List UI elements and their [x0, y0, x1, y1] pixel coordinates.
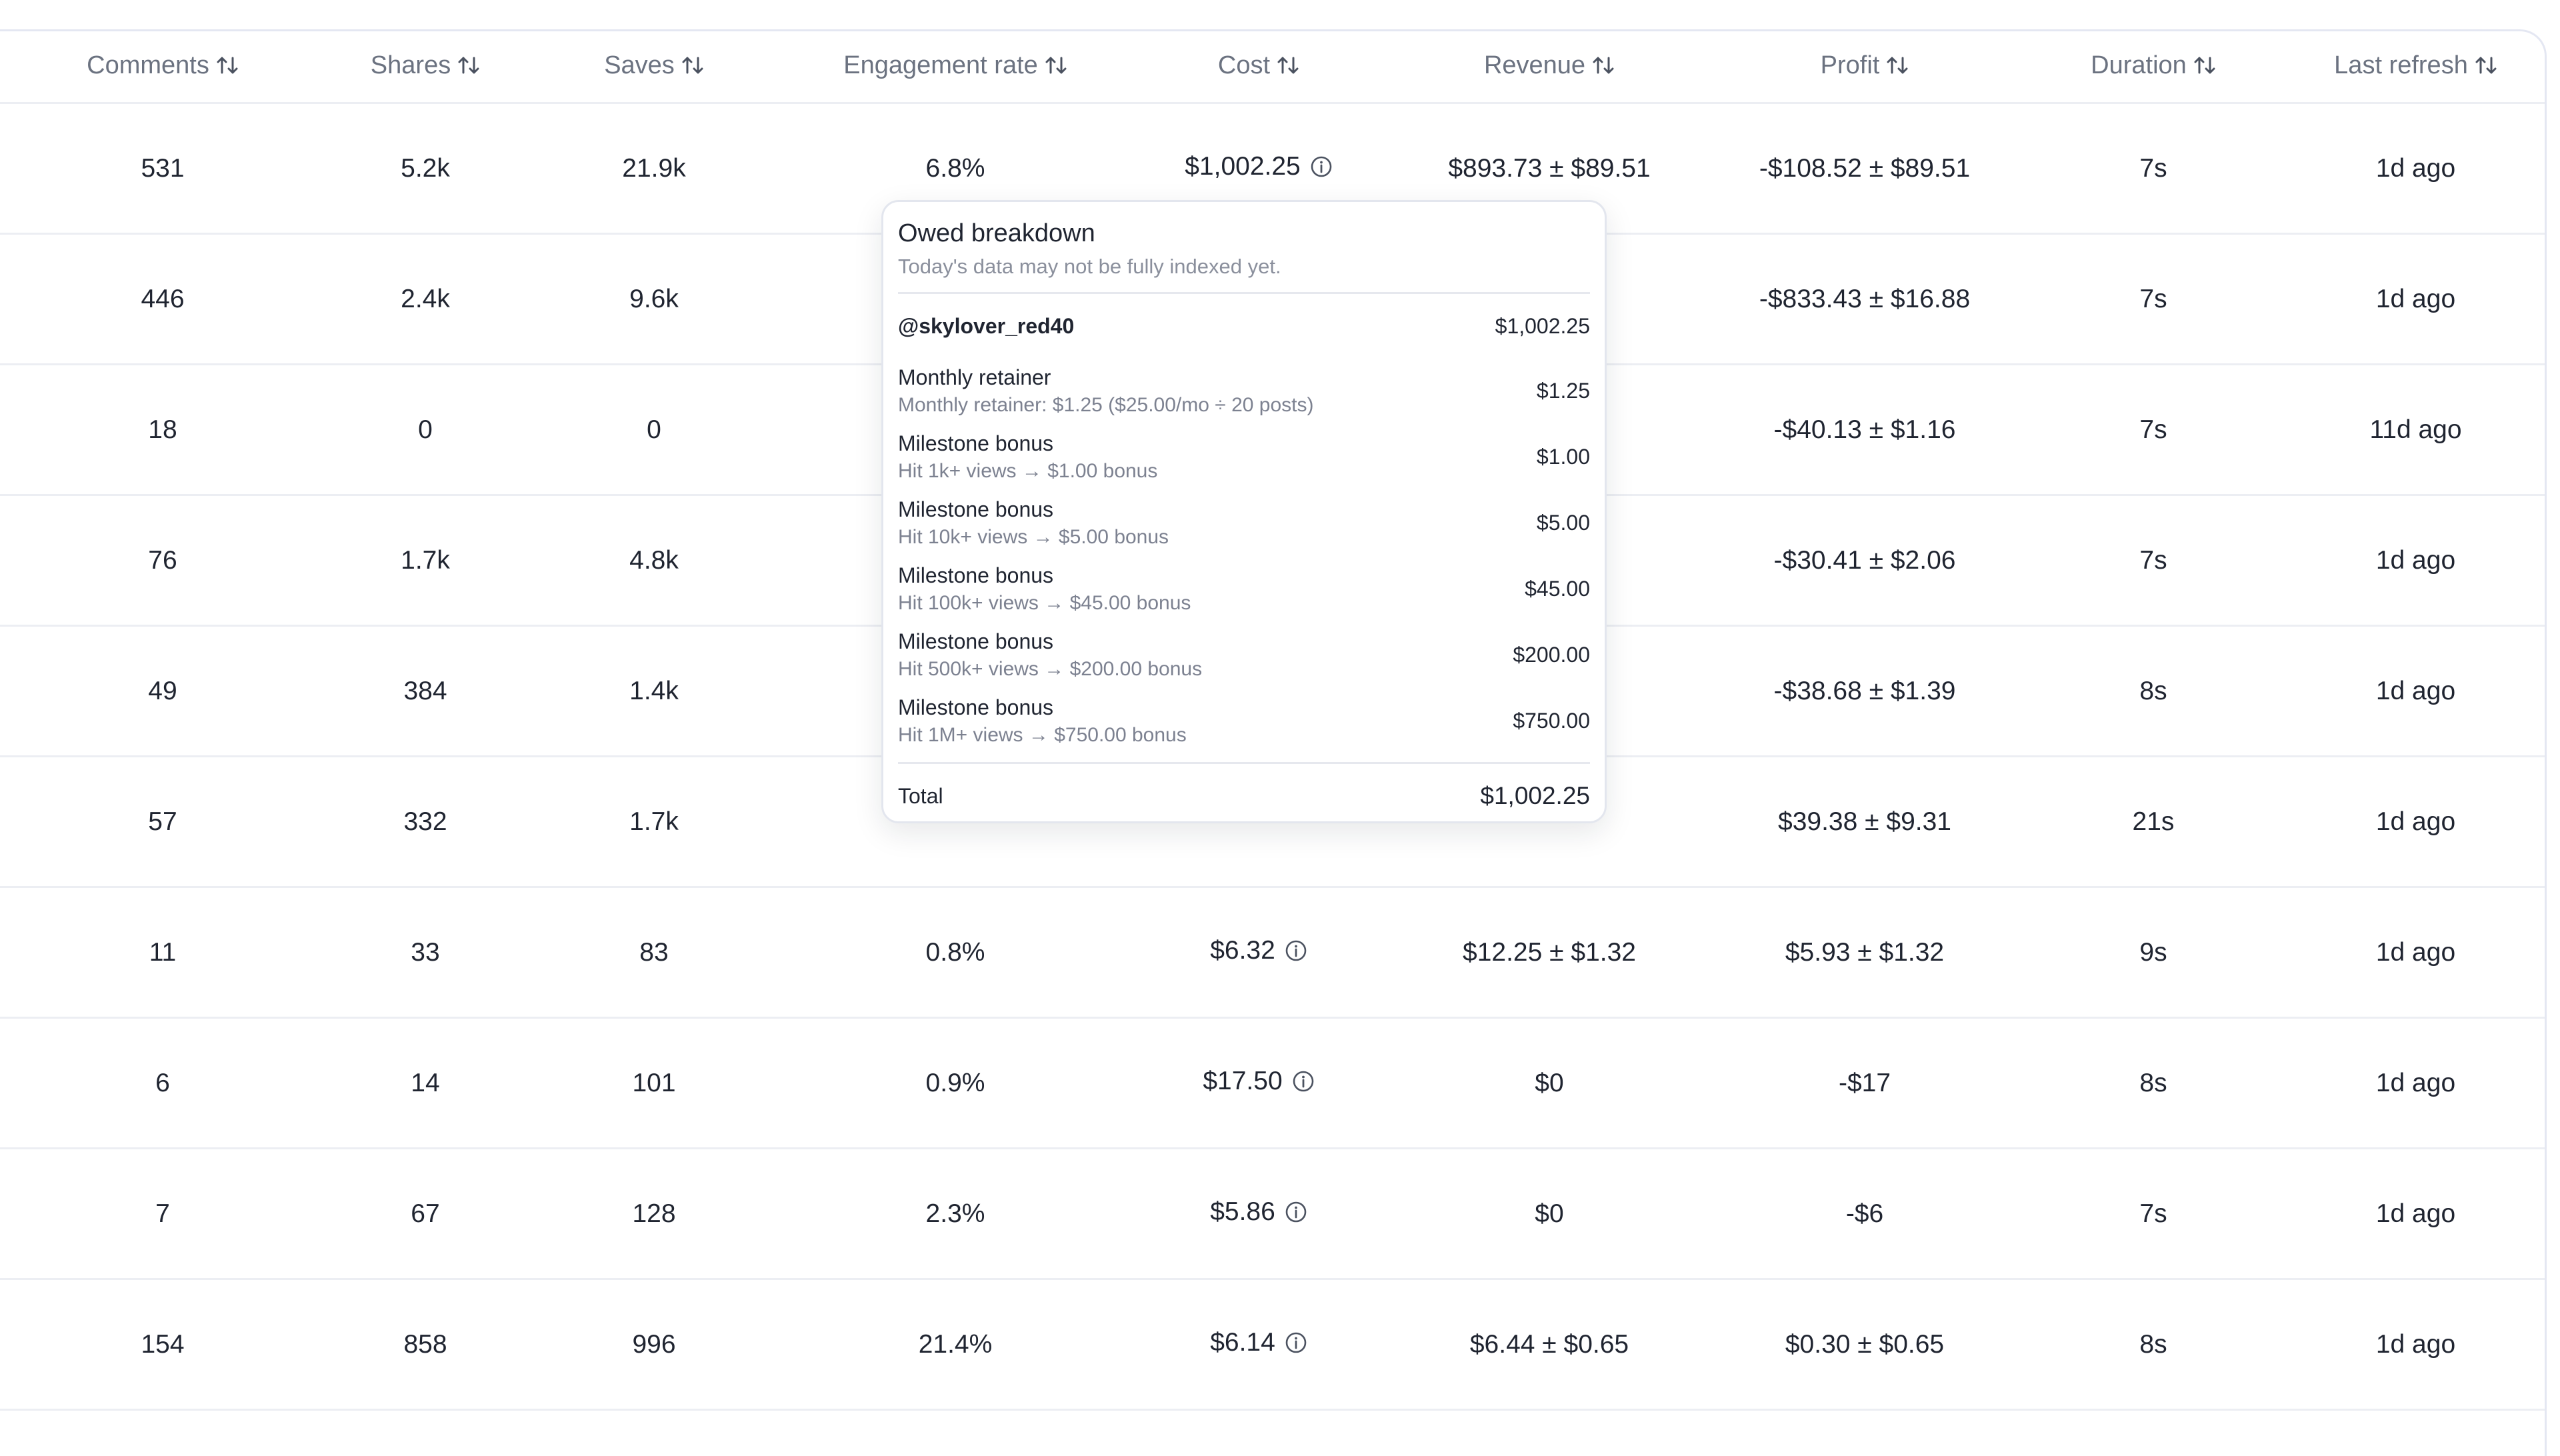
tooltip-line-item [898, 424, 1590, 490]
cell-value: 57 [148, 807, 177, 836]
line-item-amount: $5.00 [1536, 511, 1590, 535]
column-header-duration[interactable] [2020, 31, 2287, 103]
column-header-profit[interactable] [1709, 31, 2020, 103]
cell-value: 11 [149, 937, 177, 967]
cell-last-refresh [2287, 1018, 2545, 1149]
info-circle-icon[interactable] [1310, 155, 1333, 185]
total-label: Total [898, 783, 943, 808]
cell-value: 4.8k [629, 545, 679, 575]
column-header-label: Last refresh [2334, 51, 2468, 79]
cell-value: 21.4% [918, 1329, 993, 1359]
cell-comments [0, 1149, 325, 1279]
cell-profit [1709, 495, 2020, 626]
cell-value: 0 [647, 415, 661, 444]
cell-profit [1709, 626, 2020, 757]
cell-value: 9s [2139, 937, 2167, 967]
cell-comments [0, 1279, 325, 1410]
column-header-label: Revenue [1483, 51, 1586, 79]
table-header-row [0, 31, 2545, 103]
cell-value: 18 [148, 415, 177, 444]
cell-shares [325, 365, 525, 495]
cell-value: 7s [2139, 545, 2167, 575]
cell-engagement [783, 887, 1128, 1018]
tooltip-line-item [898, 490, 1590, 556]
line-item-amount: $750.00 [1513, 709, 1590, 733]
tooltip-line-item [898, 688, 1590, 754]
line-item-description: Hit 1k+ views → $1.00 bonus [898, 460, 1158, 482]
cell-value: 128 [632, 1199, 676, 1228]
cell-duration [2020, 1279, 2287, 1410]
table-row[interactable] [0, 887, 2545, 1018]
cell-profit [1709, 887, 2020, 1018]
cell-value: -$40.13 ± $1.16 [1773, 415, 1956, 444]
line-item-description: Hit 100k+ views → $45.00 bonus [898, 592, 1191, 614]
cell-value: $6.32 [1210, 936, 1275, 965]
cell-value: 1d ago [2375, 937, 2456, 967]
cell-last-refresh [2287, 887, 2545, 1018]
tooltip-creator-row [898, 294, 1590, 358]
cell-value: -$38.68 ± $1.39 [1773, 676, 1956, 705]
cell-value: 1d ago [2375, 676, 2456, 705]
cell-duration [2020, 626, 2287, 757]
cell-value: 5.2k [401, 153, 450, 183]
cell-value: 996 [632, 1329, 676, 1359]
cell-shares [325, 887, 525, 1018]
line-item-text [898, 497, 1169, 549]
sort-arrows-icon[interactable] [2193, 54, 2216, 83]
cell-saves [525, 495, 783, 626]
cell-duration [2020, 887, 2287, 1018]
cell-duration [2020, 757, 2287, 887]
line-item-text [898, 563, 1191, 615]
cell-value: 83 [639, 937, 669, 967]
cell-value: 33 [411, 937, 440, 967]
line-item-label: Milestone bonus [898, 497, 1054, 521]
cell-shares [325, 103, 525, 234]
table-row[interactable] [0, 1149, 2545, 1279]
cell-last-refresh [2287, 103, 2545, 234]
cell-shares [325, 626, 525, 757]
cell-shares [325, 1279, 525, 1410]
cell-value: $5.93 ± $1.32 [1785, 937, 1945, 967]
sort-arrows-icon[interactable] [2475, 54, 2497, 83]
cell-value: -$108.52 ± $89.51 [1759, 153, 1971, 183]
line-item-text [898, 365, 1313, 417]
cell-value: 7s [2139, 284, 2167, 313]
cell-duration [2020, 1018, 2287, 1149]
cell-value: $39.38 ± $9.31 [1778, 807, 1951, 836]
cell-value: $893.73 ± $89.51 [1448, 153, 1651, 183]
table-row[interactable] [0, 1018, 2545, 1149]
line-item-label: Milestone bonus [898, 629, 1054, 653]
cell-last-refresh [2287, 1279, 2545, 1410]
line-item-text [898, 695, 1187, 747]
sort-arrows-icon[interactable] [1886, 54, 1909, 83]
cell-value: 14 [411, 1068, 440, 1097]
creator-handle: @skylover_red40 [898, 313, 1075, 338]
cell-value: 21.9k [622, 153, 686, 183]
cell-value: 7s [2139, 415, 2167, 444]
column-header-saves[interactable] [525, 31, 783, 103]
cell-profit [1709, 365, 2020, 495]
cell-value: 8s [2139, 1329, 2167, 1359]
cell-value: 154 [141, 1329, 185, 1359]
cell-value: 384 [403, 676, 447, 705]
tooltip-line-item [898, 556, 1590, 622]
cell-value: $6.14 [1210, 1328, 1275, 1357]
cell-value: $5.86 [1210, 1197, 1275, 1226]
cell-engagement [783, 1018, 1128, 1149]
tooltip-line-items [898, 358, 1590, 754]
cell-value: 1.4k [629, 676, 679, 705]
cell-value: 1d ago [2375, 284, 2456, 313]
cell-value: 0.8% [925, 937, 985, 967]
line-item-label: Milestone bonus [898, 695, 1054, 719]
line-item-amount: $200.00 [1513, 643, 1590, 667]
cell-value: -$833.43 ± $16.88 [1759, 284, 1971, 313]
cell-engagement [783, 1149, 1128, 1279]
cell-comments [0, 495, 325, 626]
cell-value: $0 [1535, 1199, 1564, 1228]
cell-value: 531 [141, 153, 185, 183]
cell-value: 9.6k [629, 284, 679, 313]
column-header-label: Comments [87, 51, 209, 79]
info-circle-icon[interactable] [1285, 1331, 1307, 1361]
cell-last-refresh [2287, 495, 2545, 626]
cell-revenue [1389, 887, 1709, 1018]
cell-value: 332 [403, 807, 447, 836]
cell-saves [525, 757, 783, 887]
info-circle-icon[interactable] [1292, 1070, 1315, 1099]
cell-value: 446 [141, 284, 185, 313]
cell-value: -$30.41 ± $2.06 [1773, 545, 1956, 575]
cell-value: -$6 [1845, 1199, 1884, 1228]
info-circle-icon[interactable] [1285, 1201, 1307, 1230]
line-item-amount: $1.25 [1536, 379, 1590, 403]
cell-value: 8s [2139, 1068, 2167, 1097]
cell-value: 76 [148, 545, 177, 575]
cell-value: 1d ago [2375, 1199, 2456, 1228]
line-item-description: Hit 500k+ views → $200.00 bonus [898, 658, 1203, 680]
cell-value: $1,002.25 [1185, 152, 1301, 181]
cell-comments [0, 626, 325, 757]
cell-profit [1709, 1018, 2020, 1149]
cell-value: 7s [2139, 1199, 2167, 1228]
cell-saves [525, 234, 783, 365]
tooltip-line-item [898, 358, 1590, 424]
cell-cost [1128, 1279, 1389, 1410]
cell-value: $0.30 ± $0.65 [1785, 1329, 1945, 1359]
cell-revenue [1389, 1149, 1709, 1279]
tooltip-subtitle: Today's data may not be fully indexed yet. [898, 255, 1281, 278]
cell-value: 6.8% [925, 153, 985, 183]
column-header-label: Duration [2091, 51, 2187, 79]
cell-saves [525, 887, 783, 1018]
cell-profit [1709, 1149, 2020, 1279]
tooltip-line-item [898, 622, 1590, 688]
line-item-amount: $1.00 [1536, 445, 1590, 469]
cell-shares [325, 1149, 525, 1279]
cell-value: 6 [155, 1068, 170, 1097]
cell-saves [525, 1279, 783, 1410]
cell-value: 8s [2139, 676, 2167, 705]
cell-value: 1.7k [401, 545, 450, 575]
line-item-amount: $45.00 [1525, 577, 1590, 601]
column-header-comments[interactable] [0, 31, 325, 103]
cell-duration [2020, 1149, 2287, 1279]
cell-value: 1d ago [2375, 1329, 2456, 1359]
creator-amount: $1,002.25 [1495, 313, 1590, 338]
cell-profit [1709, 757, 2020, 887]
cell-saves [525, 103, 783, 234]
cell-engagement [783, 1279, 1128, 1410]
cell-value: 1d ago [2375, 807, 2456, 836]
cell-value: 49 [148, 676, 177, 705]
sort-arrows-icon[interactable] [681, 54, 704, 83]
cell-shares [325, 495, 525, 626]
cell-saves [525, 365, 783, 495]
cell-comments [0, 887, 325, 1018]
cell-value: 1.7k [629, 807, 679, 836]
cell-value: $17.50 [1203, 1067, 1283, 1095]
line-item-text [898, 629, 1202, 681]
cell-value: $6.44 ± $0.65 [1469, 1329, 1629, 1359]
cell-duration [2020, 103, 2287, 234]
cell-value: 0 [418, 415, 433, 444]
cell-profit [1709, 1279, 2020, 1410]
column-header-revenue[interactable] [1389, 31, 1709, 103]
sort-arrows-icon[interactable] [1277, 54, 1299, 83]
cell-comments [0, 234, 325, 365]
cell-comments [0, 103, 325, 234]
column-header-engagement[interactable] [783, 31, 1128, 103]
column-header-shares[interactable] [325, 31, 525, 103]
line-item-description: Monthly retainer: $1.25 ($25.00/mo ÷ 20 posts) [898, 394, 1314, 416]
cell-profit [1709, 103, 2020, 234]
cell-revenue [1389, 1018, 1709, 1149]
cell-value: 1d ago [2375, 153, 2456, 183]
cell-value: 11d ago [2369, 415, 2462, 444]
table-row[interactable] [0, 1279, 2545, 1410]
cell-comments [0, 1018, 325, 1149]
total-amount: $1,002.25 [1480, 782, 1590, 809]
cell-cost [1128, 887, 1389, 1018]
cell-revenue [1389, 1279, 1709, 1410]
cell-shares [325, 757, 525, 887]
column-header-label: Shares [370, 51, 451, 79]
cell-value: 1d ago [2375, 545, 2456, 575]
cell-value: 0.9% [925, 1068, 985, 1097]
cell-value: 101 [632, 1068, 676, 1097]
cell-value: $12.25 ± $1.32 [1463, 937, 1636, 967]
line-item-description: Hit 1M+ views → $750.00 bonus [898, 724, 1187, 746]
info-circle-icon[interactable] [1285, 939, 1307, 969]
cell-last-refresh [2287, 626, 2545, 757]
column-header-label: Profit [1820, 51, 1880, 79]
cell-last-refresh [2287, 757, 2545, 887]
tooltip-total-row [898, 764, 1590, 828]
cell-last-refresh [2287, 234, 2545, 365]
line-item-label: Milestone bonus [898, 431, 1054, 455]
cell-value: 858 [403, 1329, 447, 1359]
column-header-label: Saves [604, 51, 675, 79]
column-header-label: Cost [1217, 51, 1271, 79]
cell-last-refresh [2287, 365, 2545, 495]
column-header-last-refresh[interactable] [2287, 31, 2545, 103]
cell-shares [325, 1018, 525, 1149]
cell-value: 2.4k [401, 284, 450, 313]
cell-value: 7s [2139, 153, 2167, 183]
sort-arrows-icon[interactable] [1045, 54, 1067, 83]
column-header-label: Engagement rate [843, 51, 1038, 79]
column-header-cost[interactable] [1128, 31, 1389, 103]
cell-value: 21s [2132, 807, 2175, 836]
cell-cost [1128, 1149, 1389, 1279]
line-item-text [898, 431, 1157, 483]
tooltip-title: Owed breakdown [898, 219, 1095, 247]
sort-arrows-icon[interactable] [457, 54, 480, 83]
cell-comments [0, 365, 325, 495]
cell-value: 1d ago [2375, 1068, 2456, 1097]
cell-duration [2020, 365, 2287, 495]
cell-value: 2.3% [925, 1199, 985, 1228]
cell-comments [0, 757, 325, 887]
cell-value: 7 [155, 1199, 170, 1228]
cell-profit [1709, 234, 2020, 365]
line-item-label: Milestone bonus [898, 563, 1054, 587]
cell-value: -$17 [1838, 1068, 1891, 1097]
cell-last-refresh [2287, 1149, 2545, 1279]
line-item-label: Monthly retainer [898, 365, 1051, 389]
cell-saves [525, 626, 783, 757]
cell-saves [525, 1149, 783, 1279]
sort-arrows-icon[interactable] [1592, 54, 1615, 83]
cell-duration [2020, 234, 2287, 365]
cell-value: $0 [1535, 1068, 1564, 1097]
cell-value: 67 [411, 1199, 440, 1228]
cell-shares [325, 234, 525, 365]
owed-breakdown-tooltip [881, 200, 1607, 823]
line-item-description: Hit 10k+ views → $5.00 bonus [898, 526, 1169, 548]
sort-arrows-icon[interactable] [216, 54, 239, 83]
cell-duration [2020, 495, 2287, 626]
cell-saves [525, 1018, 783, 1149]
cell-cost [1128, 1018, 1389, 1149]
